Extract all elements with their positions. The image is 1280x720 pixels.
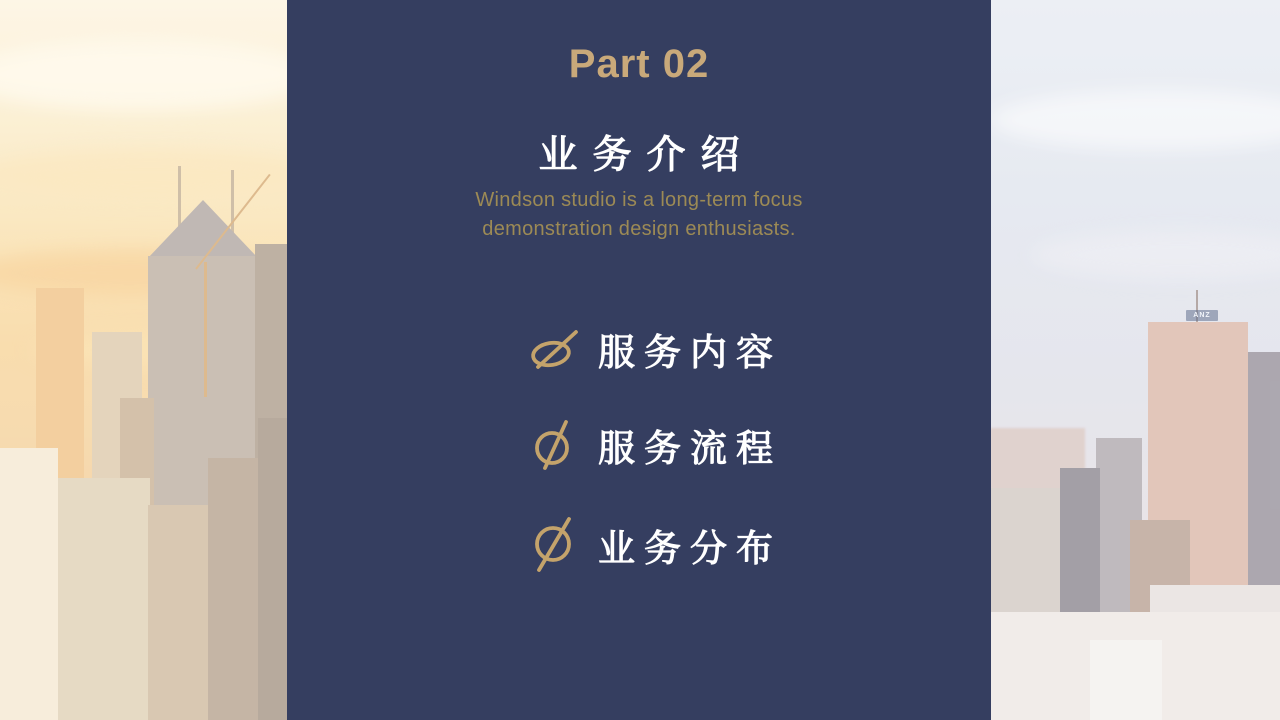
- content-panel: [287, 0, 991, 720]
- agenda-item-service-process[interactable]: [527, 416, 782, 474]
- subtitle-line-1: Windson studio is a long-term focus: [475, 189, 803, 211]
- agenda-item-label: 服务流程: [598, 428, 782, 469]
- agenda-item-label: 业务分布: [598, 528, 782, 569]
- part-number-heading: Part 02: [568, 42, 710, 86]
- background-photo-left: [0, 0, 287, 720]
- agenda-item-service-content[interactable]: [527, 322, 782, 376]
- subtitle-line-2: demonstration design enthusiasts.: [482, 218, 796, 240]
- anz-sign-text: ANZ: [1193, 312, 1211, 319]
- photo-wash-overlay: [990, 0, 1280, 720]
- agenda-item-business-distribution[interactable]: [527, 514, 782, 576]
- slashed-circle-icon: [527, 416, 583, 474]
- agenda-menu: [527, 0, 947, 720]
- agenda-item-label: 服务内容: [598, 332, 782, 373]
- section-title: 业务介绍: [538, 134, 755, 177]
- photo-wash-overlay: [0, 0, 287, 720]
- slashed-circle-icon: [527, 326, 583, 372]
- slashed-circle-icon: [527, 514, 583, 576]
- background-photo-right: [990, 0, 1280, 720]
